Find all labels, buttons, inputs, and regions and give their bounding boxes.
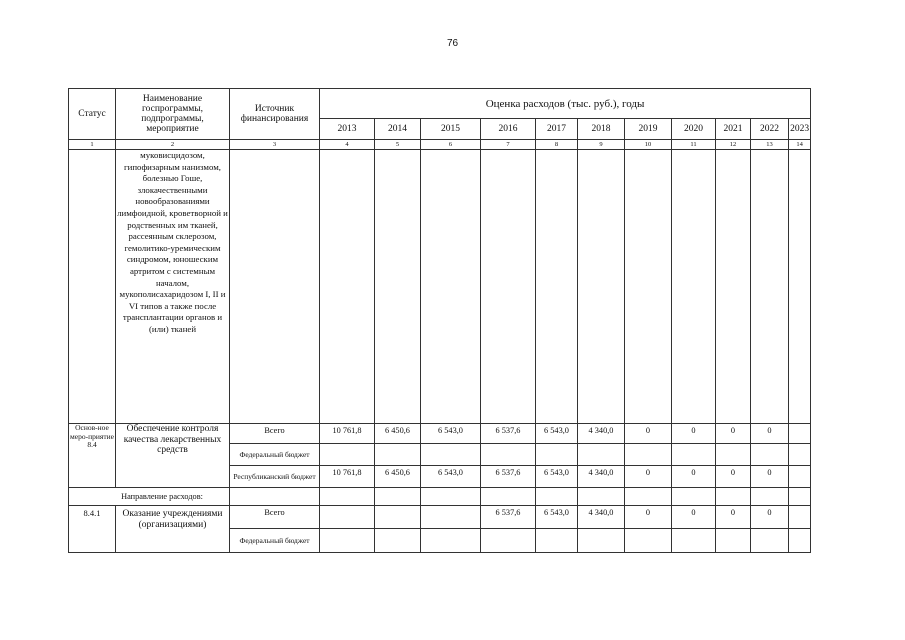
value-cell: 0	[716, 424, 751, 444]
value-cell: 0	[751, 506, 789, 529]
funding-source: Республиканский бюджет	[230, 466, 320, 488]
empty-cell	[421, 488, 481, 506]
value-cell	[751, 444, 789, 466]
value-cell: 6 543,0	[536, 506, 578, 529]
value-cell: 0	[672, 466, 716, 488]
column-number: 10	[625, 140, 672, 150]
value-cell	[578, 529, 625, 553]
expense-direction-label	[69, 488, 230, 506]
value-cell: 10 761,8	[320, 424, 375, 444]
value-cell	[625, 529, 672, 553]
funding-source: Всего	[230, 424, 320, 444]
column-number: 8	[536, 140, 578, 150]
year-header: 2017	[536, 119, 578, 140]
value-cell	[716, 444, 751, 466]
value-cell	[421, 529, 481, 553]
value-cell	[375, 444, 421, 466]
value-cell	[716, 529, 751, 553]
empty-cell	[789, 488, 811, 506]
empty-cell	[578, 488, 625, 506]
column-number: 14	[789, 140, 811, 150]
budget-table	[68, 88, 811, 553]
value-cell	[536, 529, 578, 553]
value-cell: 0	[672, 424, 716, 444]
value-cell	[481, 529, 536, 553]
value-cell: 6 543,0	[421, 424, 481, 444]
value-cell	[789, 466, 811, 488]
column-number: 6	[421, 140, 481, 150]
value-cell	[375, 506, 421, 529]
empty-cell	[716, 150, 751, 424]
expense-direction-text: Направление расходов:	[121, 492, 203, 501]
year-header: 2022	[751, 119, 789, 140]
value-cell	[481, 444, 536, 466]
column-number: 1	[69, 140, 116, 150]
empty-cell	[320, 150, 375, 424]
value-cell	[625, 444, 672, 466]
header-status: Статус	[69, 89, 116, 140]
value-cell: 10 761,8	[320, 466, 375, 488]
empty-cell	[672, 150, 716, 424]
value-cell	[789, 506, 811, 529]
value-cell: 6 543,0	[536, 424, 578, 444]
column-number: 2	[116, 140, 230, 150]
continuation-description: муковисцидозом, гипофизарным нанизмом, болезнью Гоше, злокачественными новообразованиями лимфоидной, кроветворной и родственных им тканей, рассеянным склерозом, гемолитико-уремическим синдромом, юношеским артритом с системным началом, мукополисахаридозом I, II и VI типов а также после трансплантации органов и (или) тканей	[116, 150, 230, 424]
item-name: Оказание учреждениями (организациями)	[116, 506, 230, 553]
value-cell: 4 340,0	[578, 506, 625, 529]
year-header: 2020	[672, 119, 716, 140]
page-number: 76	[446, 38, 459, 49]
value-cell	[320, 444, 375, 466]
value-cell	[672, 529, 716, 553]
empty-cell	[320, 488, 375, 506]
value-cell	[789, 529, 811, 553]
value-cell	[789, 444, 811, 466]
column-number: 13	[751, 140, 789, 150]
empty-cell	[375, 488, 421, 506]
empty-cell	[578, 150, 625, 424]
value-cell: 6 450,6	[375, 466, 421, 488]
header-name: Наименование госпрограммы, подпрограммы, мероприятие	[116, 89, 230, 140]
empty-cell	[230, 488, 320, 506]
header-source: Источник финансирования	[230, 89, 320, 140]
value-cell: 0	[672, 506, 716, 529]
value-cell: 0	[716, 466, 751, 488]
value-cell	[320, 529, 375, 553]
value-cell: 6 537,6	[481, 466, 536, 488]
empty-cell	[625, 488, 672, 506]
value-cell	[789, 424, 811, 444]
empty-cell	[716, 488, 751, 506]
funding-source: Всего	[230, 506, 320, 529]
empty-cell	[481, 488, 536, 506]
empty-cell	[751, 150, 789, 424]
header-estimate: Оценка расходов (тыс. руб.), годы	[320, 89, 811, 119]
value-cell: 0	[751, 466, 789, 488]
year-header: 2014	[375, 119, 421, 140]
empty-cell	[421, 150, 481, 424]
empty-cell	[481, 150, 536, 424]
value-cell: 4 340,0	[578, 424, 625, 444]
column-number: 11	[672, 140, 716, 150]
empty-cell	[625, 150, 672, 424]
column-number: 5	[375, 140, 421, 150]
year-header: 2023	[789, 119, 811, 140]
empty-cell	[69, 150, 116, 424]
value-cell: 0	[625, 424, 672, 444]
year-header: 2018	[578, 119, 625, 140]
empty-cell	[536, 150, 578, 424]
value-cell: 0	[716, 506, 751, 529]
column-number: 12	[716, 140, 751, 150]
value-cell: 6 537,6	[481, 424, 536, 444]
year-header: 2016	[481, 119, 536, 140]
value-cell	[536, 444, 578, 466]
value-cell: 6 537,6	[481, 506, 536, 529]
column-number: 4	[320, 140, 375, 150]
year-header: 2021	[716, 119, 751, 140]
year-header: 2013	[320, 119, 375, 140]
value-cell	[320, 506, 375, 529]
value-cell	[375, 529, 421, 553]
value-cell	[421, 444, 481, 466]
value-cell: 0	[625, 506, 672, 529]
empty-cell	[672, 488, 716, 506]
empty-cell	[536, 488, 578, 506]
measure-name: Обеспечение контроля качества лекарственных средств	[116, 424, 230, 488]
year-header: 2019	[625, 119, 672, 140]
empty-cell	[789, 150, 811, 424]
value-cell: 0	[625, 466, 672, 488]
funding-source: Федеральный бюджет	[230, 444, 320, 466]
measure-status: Основ-ное меро-приятие 8.4	[69, 424, 116, 488]
empty-cell	[375, 150, 421, 424]
value-cell: 6 543,0	[536, 466, 578, 488]
value-cell	[578, 444, 625, 466]
empty-cell	[230, 150, 320, 424]
value-cell	[421, 506, 481, 529]
funding-source: Федеральный бюджет	[230, 529, 320, 553]
value-cell	[751, 529, 789, 553]
value-cell: 0	[751, 424, 789, 444]
value-cell: 4 340,0	[578, 466, 625, 488]
value-cell	[672, 444, 716, 466]
value-cell: 6 450,6	[375, 424, 421, 444]
value-cell: 6 543,0	[421, 466, 481, 488]
column-number: 7	[481, 140, 536, 150]
column-number: 3	[230, 140, 320, 150]
year-header: 2015	[421, 119, 481, 140]
column-number: 9	[578, 140, 625, 150]
item-status: 8.4.1	[69, 506, 116, 553]
empty-cell	[751, 488, 789, 506]
